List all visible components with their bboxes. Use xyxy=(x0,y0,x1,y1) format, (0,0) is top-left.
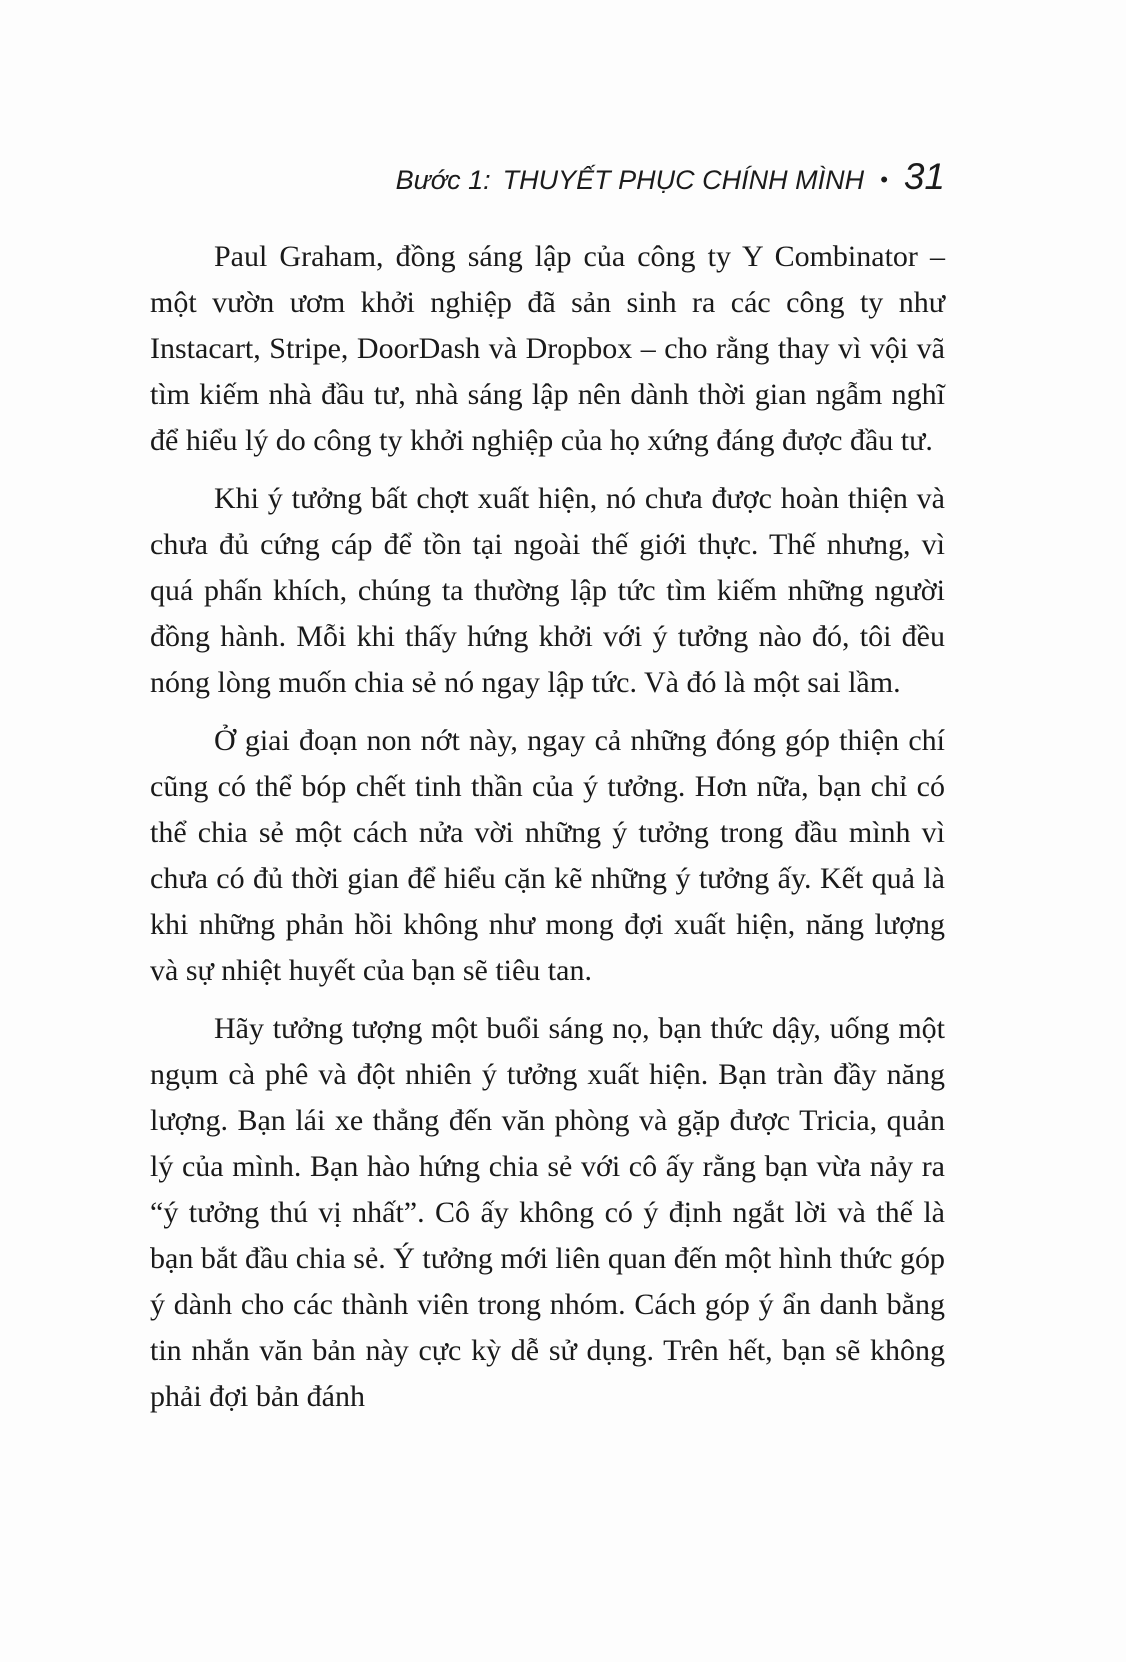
paragraph-1: Paul Graham, đồng sáng lập của công ty Y Combinator – một vườn ươm khởi nghiệp đã sản sinh ra các công ty như Instacart, Stripe, DoorDash và Dropbox – cho rằng thay vì vội vã tìm kiếm nhà đầu tư, nhà sáng lập nên dành thời gian ngẫm nghĩ để hiểu lý do công ty khởi nghiệp của họ xứng đáng được đầu tư. xyxy=(150,240,945,457)
paragraph-4: Hãy tưởng tượng một buổi sáng nọ, bạn thức dậy, uống một ngụm cà phê và đột nhiên ý tưởng xuất hiện. Bạn tràn đầy năng lượng. Bạn lái xe thẳng đến văn phòng và gặp được Tricia, quản lý của mình. Bạn hào hứng chia sẻ với cô ấy rằng bạn vừa nảy ra “ý tưởng thú vị nhất”. Cô ấy không có ý định ngắt lời và thế là bạn bắt đầu chia sẻ. Ý tưởng mới liên quan đến một hình thức góp ý dành cho các thành viên trong nhóm. Cách góp ý ẩn danh bằng tin nhắn văn bản này cực kỳ dễ sử dụng. Trên hết, bạn sẽ không phải đợi bản đánh xyxy=(150,1012,945,1413)
chapter-label: Bước 1: xyxy=(395,165,491,195)
body-text xyxy=(150,234,945,1432)
page-number: 31 xyxy=(903,156,945,197)
paragraph-3: Ở giai đoạn non nớt này, ngay cả những đóng góp thiện chí cũng có thể bóp chết tinh thần của ý tưởng. Hơn nữa, bạn chỉ có thể chia sẻ một cách nửa vời những ý tưởng trong đầu mình vì chưa có đủ thời gian để hiểu cặn kẽ những ý tưởng ấy. Kết quả là khi những phản hồi không như mong đợi xuất hiện, năng lượng và sự nhiệt huyết của bạn sẽ tiêu tan. xyxy=(150,724,945,987)
running-header xyxy=(150,156,945,198)
bullet-separator-icon: • xyxy=(880,167,888,192)
chapter-title: THUYẾT PHỤC CHÍNH MÌNH xyxy=(502,165,865,195)
paragraph-2: Khi ý tưởng bất chợt xuất hiện, nó chưa được hoàn thiện và chưa đủ cứng cáp để tồn tại ngoài thế giới thực. Thế nhưng, vì quá phấn khích, chúng ta thường lập tức tìm kiếm những người đồng hành. Mỗi khi thấy hứng khởi với ý tưởng nào đó, tôi đều nóng lòng muốn chia sẻ nó ngay lập tức. Và đó là một sai lầm. xyxy=(150,482,945,699)
